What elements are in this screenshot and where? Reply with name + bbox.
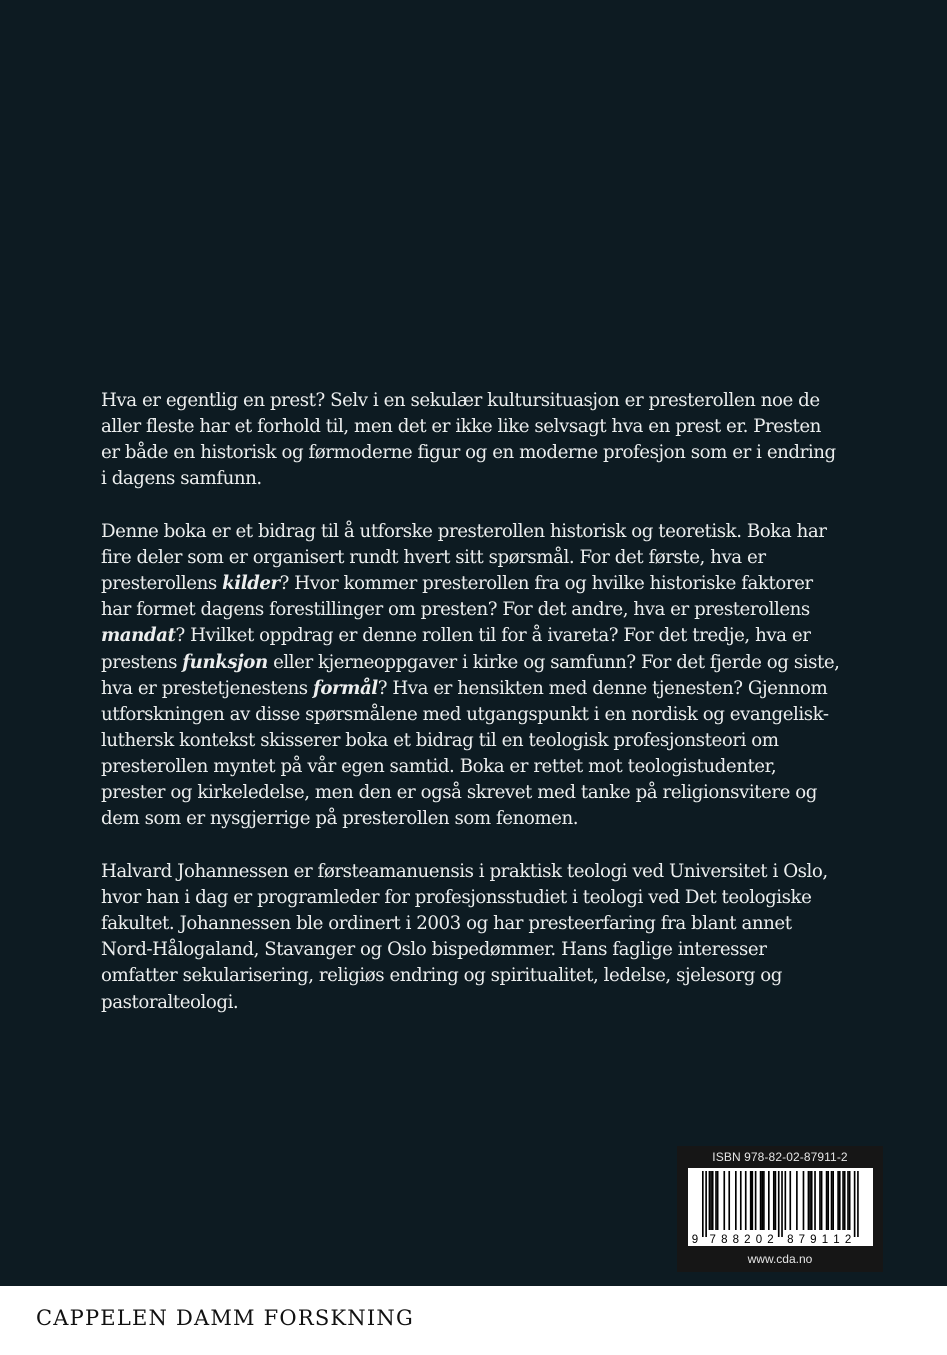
barcode-bar	[847, 1171, 849, 1230]
description-text-1: Denne boka er et bidrag til å utforske presterollen historisk og teoretisk. Boka har fire deler som er organisert rundt hvert sitt spørsmål. For det første, hva er presterollens	[101, 520, 827, 595]
author-bio-paragraph: Halvard Johannessen er førsteamanuensis i praktisk teologi ved Universitet i Oslo, hvor han i dag er programleder for profesjonsstudiet i teologi ved Det teologiske fakultet. Johannessen ble ordinert i 2003 og har presteerfaring fra blant annet Nord-Hålogaland, Stavanger og Oslo bispedømmer. Hans faglige interesser omfatter sekularisering, religiøs endring og spiritualitet, ledelse, sjelesorg og pastoralteologi.	[101, 860, 828, 1013]
barcode-bar	[775, 1171, 777, 1230]
emphasis-kilder: kilder	[222, 573, 280, 595]
barcode-bar	[837, 1171, 839, 1230]
barcode-bar	[803, 1171, 805, 1230]
barcode-bar	[773, 1171, 775, 1230]
barcode-bar	[827, 1171, 829, 1230]
barcode-bar	[740, 1171, 742, 1230]
barcode-bar	[710, 1171, 712, 1230]
barcode-bar	[857, 1171, 859, 1237]
barcode-bar	[750, 1171, 752, 1230]
barcode-bar	[705, 1171, 707, 1237]
barcode-digit: 1	[821, 1234, 829, 1246]
description-text-5: ? Hva er hensikten med denne tjenesten? Gjennom utforskningen av disse spørsmålene med utgangspunkt i en nordisk og evangelisk-luthersk kontekst skisserer boka et bidrag til en teologisk profesjonsteori om presterollen myntet på vår egen samtid. Boka er rettet mot teologistudenter, prester og kirkeledelse, men den er også skrevet med tanke på religionsvitere og dem som er nysgjerrige på presterollen som fenomen.	[101, 677, 829, 830]
barcode-bar	[778, 1171, 780, 1237]
barcode-digit: 1	[833, 1234, 840, 1246]
barcode-bar	[839, 1171, 841, 1230]
barcode-image	[688, 1168, 873, 1246]
barcode-bar	[796, 1171, 798, 1230]
barcode-bar	[755, 1171, 757, 1230]
barcode-bar	[789, 1171, 791, 1230]
barcode-bar	[728, 1171, 730, 1230]
publisher-website: www.cda.no	[747, 1252, 813, 1266]
emphasis-funksjon: funksjon	[182, 651, 268, 673]
barcode-bar	[763, 1171, 765, 1230]
barcode-digit: 7	[798, 1234, 806, 1246]
barcode-bar	[768, 1171, 770, 1230]
barcode	[688, 1168, 873, 1246]
barcode-bar	[745, 1171, 747, 1230]
barcode-bar	[752, 1171, 754, 1230]
isbn-label: ISBN 978-82-02-87911-2	[712, 1150, 848, 1164]
barcode-bar	[781, 1171, 783, 1237]
barcode-bar	[735, 1171, 737, 1230]
barcode-bar	[826, 1171, 828, 1230]
barcode-digit: 8	[721, 1234, 728, 1246]
barcode-bar	[821, 1171, 823, 1230]
barcode-bar	[811, 1171, 813, 1230]
barcode-panel	[677, 1146, 883, 1272]
barcode-digit: 2	[744, 1234, 751, 1246]
barcode-digit: 8	[787, 1234, 794, 1246]
barcode-bar	[849, 1171, 851, 1230]
barcode-digit: 2	[844, 1234, 852, 1246]
barcode-bar	[809, 1171, 811, 1230]
barcode-bar	[832, 1171, 834, 1230]
barcode-digit: 9	[810, 1234, 817, 1246]
blurb-text	[101, 388, 841, 1042]
barcode-digit: 7	[709, 1234, 716, 1246]
barcode-digit: 0	[755, 1234, 763, 1246]
barcode-bar	[844, 1171, 846, 1230]
barcode-digit: 9	[691, 1234, 699, 1246]
barcode-bar	[831, 1171, 833, 1230]
barcode-bar	[702, 1171, 704, 1237]
description-paragraph	[101, 519, 841, 833]
barcode-bar	[761, 1171, 763, 1230]
barcode-bar	[842, 1171, 844, 1230]
barcode-bar	[760, 1171, 762, 1230]
barcode-bar	[709, 1171, 711, 1230]
barcode-bar	[819, 1171, 821, 1230]
barcode-bar	[854, 1171, 856, 1237]
description-text-3: ? Hvilket oppdrag er denne rollen til for å ivareta? For det tredje, hva er prestens	[101, 625, 811, 673]
description-text-2: ? Hvor kommer presterollen fra og hvilke historiske faktorer har formet dagens forestillinger om presten? For det andre, hva er presterollens	[101, 573, 813, 621]
barcode-digit: 8	[732, 1234, 740, 1246]
barcode-bar	[715, 1171, 717, 1230]
barcode-bar	[814, 1171, 816, 1230]
intro-paragraph: Hva er egentlig en prest? Selv i en sekulær kultursituasjon er presterollen noe de aller fleste har et forhold til, men det er ikke like selvsagt hva en prest er. Presten er både en historisk og førmoderne figur og en moderne profesjon som er i endring i dagens samfunn.	[101, 390, 836, 490]
barcode-digit: 2	[767, 1234, 774, 1246]
barcode-bar	[717, 1171, 719, 1230]
barcode-bar	[785, 1171, 787, 1230]
publisher-logo: CAPPELEN DAMM FORSKNING	[36, 1306, 414, 1330]
barcode-bar	[723, 1171, 725, 1230]
barcode-bar	[712, 1171, 714, 1230]
emphasis-mandat: mandat	[101, 625, 176, 647]
emphasis-formal: formål	[312, 677, 378, 699]
barcode-bar	[808, 1171, 810, 1230]
description-text-4: eller kjerneoppgaver i kirke og samfunn? For det fjerde og siste, hva er prestetjenestens	[101, 651, 840, 699]
